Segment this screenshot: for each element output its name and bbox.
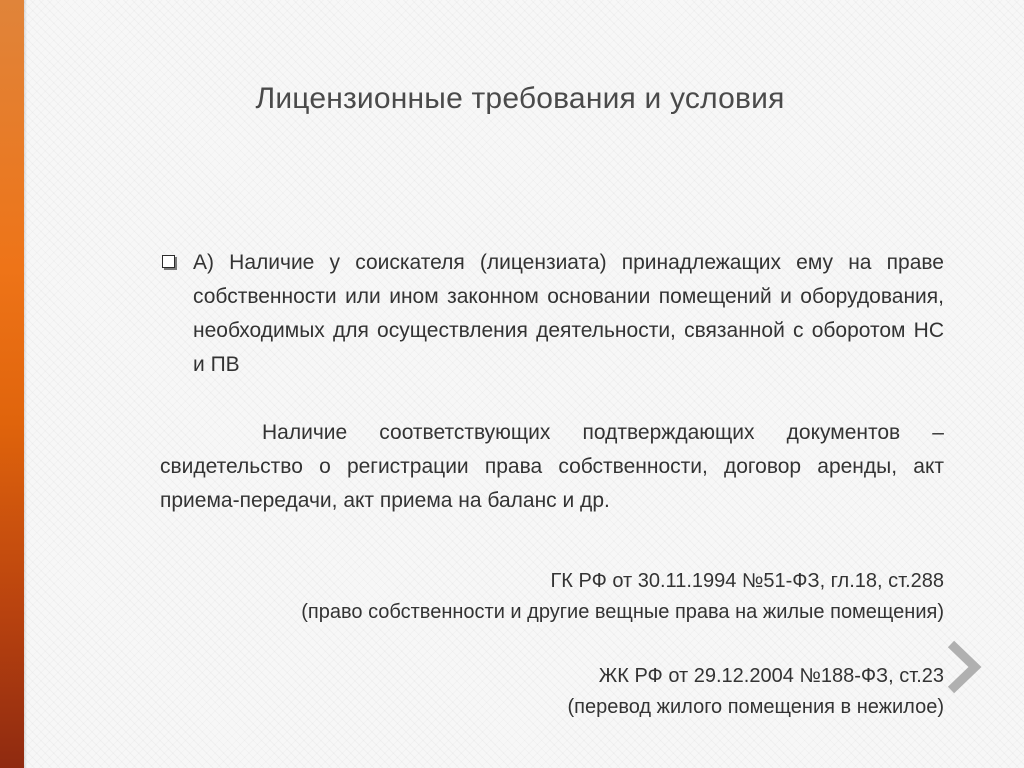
reference-civil-code: [160, 566, 944, 628]
slide-content: [160, 246, 944, 723]
reference-note: (перевод жилого помещения в нежилое): [567, 696, 944, 718]
reference-note: (право собственности и другие вещные права на жилые помещения): [301, 601, 944, 623]
bullet-text: А) Наличие у соискателя (лицензиата) принадлежащих ему на праве собственности или ином законном основании помещений и оборудования, необходимых для осуществления деятельности, связанной с оборотом НС и ПВ: [193, 251, 944, 376]
chevron-right-icon[interactable]: [944, 640, 984, 694]
bullet-item: [160, 246, 944, 382]
documents-paragraph: Наличие соответствующих подтверждающих документов – свидетельство о регистрации права собственности, договор аренды, акт приема-передачи, акт приема на баланс и др.: [160, 421, 944, 512]
slide-title: Лицензионные требования и условия: [255, 82, 785, 115]
reference-title: ГК РФ от 30.11.1994 №51-ФЗ, гл.18, ст.288: [550, 570, 944, 592]
side-accent-shadow: [24, 0, 27, 768]
reference-housing-code: [160, 661, 944, 723]
checkbox-bullet-icon: [162, 255, 175, 268]
side-accent-bar: [0, 0, 24, 768]
reference-title: ЖК РФ от 29.12.2004 №188-ФЗ, ст.23: [598, 665, 944, 687]
